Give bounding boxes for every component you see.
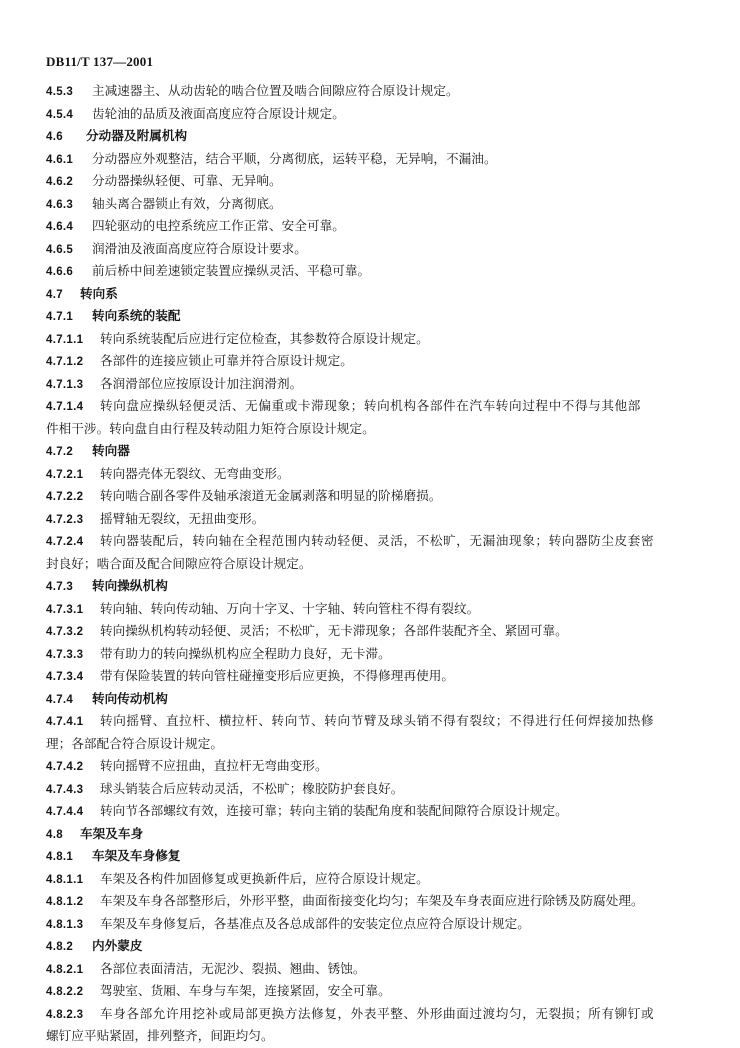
clause-text: 转向啮合副各零件及轴承滚道无金属剥落和明显的阶梯磨损。: [100, 488, 442, 503]
clause-number: 4.8.1.3: [46, 918, 84, 931]
clause-number: 4.5.3: [46, 86, 74, 98]
clause-line: [46, 530, 698, 553]
clause-text: 封良好；啮合面及配合间隙应符合原设计规定。: [46, 555, 312, 571]
clause-line: [46, 913, 698, 936]
clause-text: 各部位表面清洁，无泥沙、裂损、翘曲、锈蚀。: [100, 960, 366, 976]
section-heading: [46, 575, 698, 598]
clause-number: 4.7.3: [46, 581, 74, 593]
clause-line: [46, 485, 698, 508]
clause-line: [46, 598, 698, 621]
clause-text: 理；各部配合符合原设计规定。: [46, 735, 224, 751]
clause-number: 4.7.3.3: [46, 648, 84, 661]
heading-text: 分动器及附属机构: [86, 128, 188, 143]
section-heading: [46, 305, 698, 328]
clause-number: 4.6.2: [46, 176, 74, 188]
clause-line: [46, 755, 698, 778]
clause-line: [46, 868, 698, 891]
clause-text: 主减速器主、从动齿轮的啮合位置及啮合间隙应符合原设计规定。: [92, 83, 459, 98]
clause-list: [46, 80, 698, 1048]
clause-text: 各部件的连接应锁止可靠并符合原设计规定。: [100, 353, 353, 368]
clause-number: 4.8.1.2: [46, 896, 84, 908]
clause-number: 4.7.4.4: [46, 806, 84, 818]
clause-text: 润滑油及液面高度应符合原设计要求。: [92, 240, 307, 256]
clause-line: [46, 463, 698, 486]
clause-line: [46, 193, 698, 216]
clause-number: 4.7.4.3: [46, 783, 84, 796]
clause-text: 转向轴、转向传动轴、万向十字叉、十字轴、转向管柱不得有裂纹。: [100, 600, 480, 616]
clause-line: [46, 890, 698, 913]
clause-number: 4.6: [46, 131, 63, 143]
clause-text: 转向器装配后，转向轴在全程范围内转动轻便、灵活，不松旷，无漏油现象；转向器防尘皮套密: [100, 533, 655, 548]
clause-number: 4.7.1.3: [46, 378, 84, 391]
clause-line: [46, 103, 698, 126]
heading-text: 转向系: [80, 285, 118, 301]
section-heading: [46, 125, 698, 148]
section-heading: [46, 283, 698, 306]
clause-text: 转向操纵机构转动轻便、灵活；不松旷，无卡滞现象；各部件装配齐全、紧固可靠。: [100, 623, 568, 638]
clause-text: 分动器操纵轻便、可靠、无异响。: [92, 173, 282, 188]
clause-text: 转向盘应操纵轻便灵活、无偏重或卡滞现象；转向机构各部件在汽车转向过程中不得与其他部: [100, 398, 641, 413]
clause-number: 4.7.1.1: [46, 333, 84, 346]
clause-number: 4.7.3.2: [46, 626, 84, 638]
clause-line: [46, 238, 698, 261]
clause-text: 轴头离合器锁止有效，分离彻底。: [92, 195, 282, 211]
section-heading: [46, 935, 698, 958]
clause-line: [46, 373, 698, 396]
clause-text: 螺钉应平贴紧固，排列整齐，间距均匀。: [46, 1028, 274, 1043]
clause-line: [46, 148, 698, 171]
clause-text: 转向摇臂、直拉杆、横拉杆、转向节、转向节臂及球头销不得有裂纹；不得进行任何焊接加热修: [100, 713, 655, 728]
clause-line: [46, 958, 698, 981]
clause-number: 4.7.1.2: [46, 356, 84, 368]
clause-number: 4.8: [46, 828, 63, 841]
clause-number: 4.5.4: [46, 108, 74, 121]
clause-text: 转向器壳体无裂纹、无弯曲变形。: [100, 465, 290, 481]
clause-line: [46, 215, 698, 238]
clause-number: 4.7.1: [46, 311, 74, 323]
clause-line: [46, 350, 698, 373]
clause-text: 转向节各部螺纹有效，连接可靠；转向主销的装配角度和装配间隙符合原设计规定。: [100, 803, 568, 818]
section-heading: [46, 823, 698, 846]
clause-number: 4.8.1: [46, 851, 74, 863]
clause-text: 车架及车身各部整形后，外形平整，曲面衔接变化均匀；车架及车身表面应进行除锈及防腐处理。: [100, 893, 644, 908]
clause-line: [46, 643, 698, 666]
clause-continuation-line: [46, 733, 698, 756]
clause-text: 球头销装合后应转动灵活，不松旷；橡胶防护套良好。: [100, 780, 404, 796]
clause-number: 4.7.2: [46, 446, 74, 458]
clause-continuation-line: [46, 553, 698, 576]
clause-line: [46, 80, 698, 103]
clause-line: [46, 980, 698, 1003]
clause-text: 车架及各构件加固修复或更换新件后，应符合原设计规定。: [100, 870, 429, 886]
clause-line: [46, 328, 698, 351]
clause-text: 车架及车身修复后，各基准点及各总成部件的安装定位点应符合原设计规定。: [100, 915, 530, 931]
clause-line: [46, 170, 698, 193]
standard-code-header: DB11/T 137—2001: [46, 54, 154, 69]
clause-line: [46, 1003, 698, 1026]
clause-number: 4.7.3.4: [46, 671, 84, 683]
clause-line: [46, 395, 698, 418]
clause-number: 4.7.3.1: [46, 603, 84, 616]
clause-number: 4.7.4.2: [46, 761, 84, 773]
clause-text: 转向系统装配后应进行定位检查，其参数符合原设计规定。: [100, 330, 429, 346]
clause-line: [46, 710, 698, 733]
heading-text: 转向器: [92, 443, 130, 458]
section-heading: [46, 440, 698, 463]
heading-text: 转向传动机构: [92, 690, 168, 706]
clause-number: 4.8.2.3: [46, 1008, 84, 1021]
clause-line: [46, 620, 698, 643]
clause-text: 车身各部允许用挖补或局部更换方法修复，外表平整、外形曲面过渡均匀，无裂损；所有铆钉或: [100, 1005, 655, 1021]
clause-continuation-line: [46, 418, 698, 441]
clause-number: 4.7.2.2: [46, 491, 84, 503]
heading-text: 转向操纵机构: [92, 578, 168, 593]
clause-text: 各润滑部位应按原设计加注润滑剂。: [100, 375, 303, 391]
section-heading: [46, 688, 698, 711]
clause-number: 4.7.2.4: [46, 536, 84, 548]
clause-continuation-line: [46, 1025, 698, 1048]
clause-number: 4.6.1: [46, 153, 74, 166]
clause-line: [46, 800, 698, 823]
clause-line: [46, 508, 698, 531]
clause-number: 4.7.2.3: [46, 513, 84, 526]
clause-number: 4.8.1.1: [46, 873, 84, 886]
clause-number: 4.6.5: [46, 243, 74, 256]
clause-text: 齿轮油的品质及液面高度应符合原设计规定。: [92, 105, 345, 121]
clause-text: 转向摇臂不应扭曲，直拉杆无弯曲变形。: [100, 758, 328, 773]
clause-text: 分动器应外观整洁，结合平顺，分离彻底，运转平稳，无异响，不漏油。: [92, 150, 497, 166]
clause-number: 4.7.2.1: [46, 468, 84, 481]
clause-line: [46, 260, 698, 283]
clause-number: 4.6.4: [46, 221, 74, 233]
clause-number: 4.7.4: [46, 693, 74, 706]
heading-text: 内外蒙皮: [92, 938, 143, 953]
clause-line: [46, 665, 698, 688]
clause-text: 摇臂轴无裂纹，无扭曲变形。: [100, 510, 265, 526]
clause-number: 4.6.6: [46, 266, 74, 278]
clause-number: 4.7: [46, 288, 63, 301]
clause-number: 4.7.4.1: [46, 716, 84, 728]
clause-text: 驾驶室、货厢、车身与车架，连接紧固，安全可靠。: [100, 983, 391, 998]
clause-text: 四轮驱动的电控系统应工作正常、安全可靠。: [92, 218, 345, 233]
heading-text: 车架及车身: [80, 825, 144, 841]
section-heading: [46, 845, 698, 868]
clause-line: [46, 778, 698, 801]
clause-number: 4.8.2.2: [46, 986, 84, 998]
clause-text: 带有助力的转向操纵机构应全程助力良好，无卡滞。: [100, 645, 391, 661]
clause-text: 件相干涉。转向盘自由行程及转动阻力矩符合原设计规定。: [46, 420, 375, 436]
clause-number: 4.7.1.4: [46, 401, 84, 413]
clause-text: 带有保险装置的转向管柱碰撞变形后应更换，不得修理再使用。: [100, 668, 455, 683]
heading-text: 转向系统的装配: [92, 308, 181, 323]
clause-text: 前后桥中间差速锁定装置应操纵灵活、平稳可靠。: [92, 263, 371, 278]
clause-number: 4.8.2: [46, 941, 74, 953]
clause-number: 4.6.3: [46, 198, 74, 211]
clause-number: 4.8.2.1: [46, 963, 84, 976]
heading-text: 车架及车身修复: [92, 848, 181, 863]
